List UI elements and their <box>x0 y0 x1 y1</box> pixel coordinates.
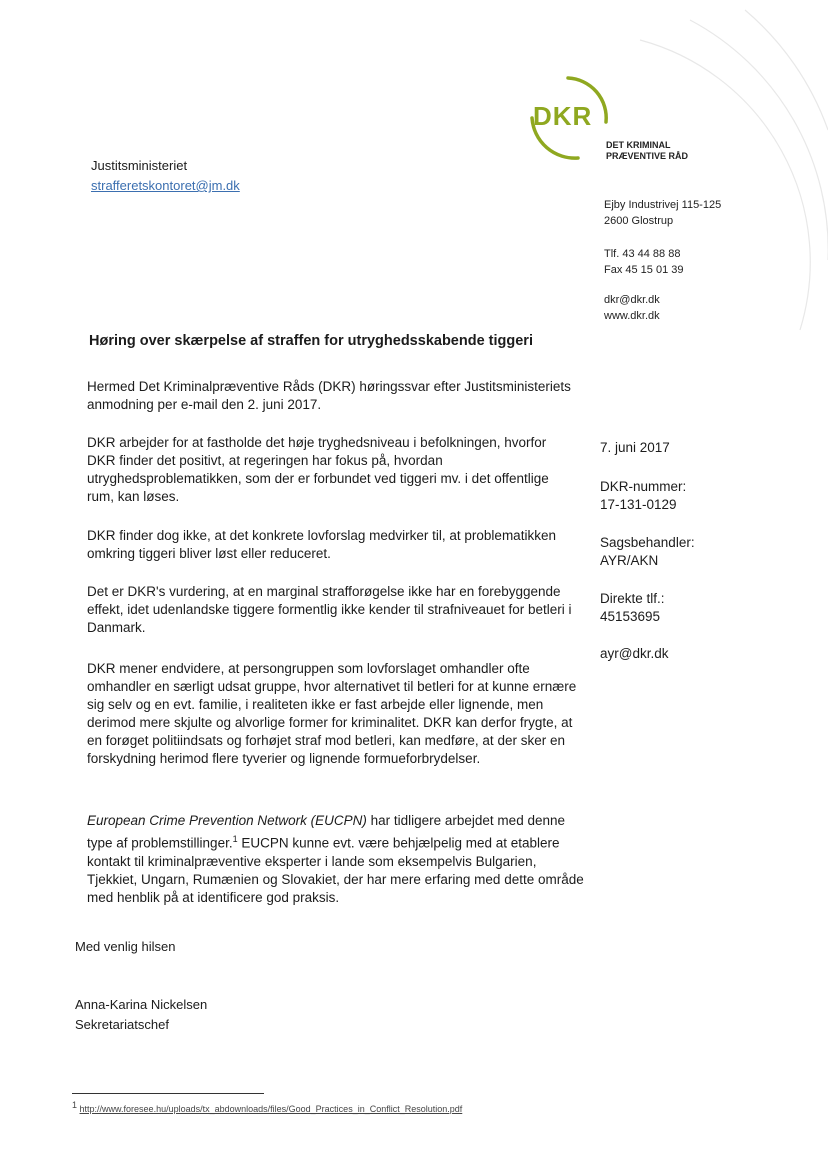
dkr-number-value: 17-131-0129 <box>600 497 677 512</box>
direct-phone-block <box>600 590 665 626</box>
paragraph-6-text-a: har tidligere arbejdet med denne type af problemstillinger. <box>87 813 565 851</box>
handler-block <box>600 534 695 570</box>
letter-date: 7. juni 2017 <box>600 440 670 455</box>
paragraph-3: DKR finder dog ikke, at det konkrete lovforslag medvirker til, at problematikken omkring tiggeri bliver løst eller reduceret. <box>87 528 556 561</box>
letter-title: Høring over skærpelse af straffen for utryghedsskabende tiggeri <box>89 333 533 349</box>
org-phone-fax <box>604 246 684 278</box>
footnote <box>72 1100 462 1114</box>
recipient-name: Justitsministeriet <box>91 158 188 173</box>
direct-phone-label: Direkte tlf.: <box>600 591 665 606</box>
paragraph-4: Det er DKR's vurdering, at en marginal strafforøgelse ikke har en forebyggende effekt, idet udenlandske tiggere formentlig ikke kender til strafniveauet for betleri i Danmark. <box>87 584 572 635</box>
footnote-ref[interactable]: 1 <box>232 834 238 844</box>
handler-label: Sagsbehandler: <box>600 535 695 550</box>
paragraph-5: DKR mener endvidere, at persongruppen som lovforslaget omhandler ofte omhandler en særligt udsat gruppe, hvor alternativet til betleri for at kunne ernære sig selv og en evt. familie, i realiteten ikke er fast arbejde eller lignende, men derimod mere skjulte og alvorlige former for kriminalitet. DKR kan derfor frygte, at en forøget politiindsats og forhøjet straf mod betleri, kan medføre, at der sker en forskydning herimod flere tyverier og lignende formueforbrydelser. <box>87 661 577 766</box>
org-name <box>606 140 688 162</box>
org-email: dkr@dkr.dk <box>604 294 660 306</box>
org-address <box>604 197 721 229</box>
signer-name: Anna-Karina Nickelsen <box>75 997 208 1012</box>
address-line2: 2600 Glostrup <box>604 215 674 227</box>
footnote-link[interactable]: http://www.foresee.hu/uploads/tx_abdownloads/files/Good_Practices_in_Conflict_Resolution.pdf <box>79 1104 463 1114</box>
org-web-contact <box>604 292 660 324</box>
org-name-line1: DET KRIMINAL <box>606 140 671 150</box>
dkr-number-label: DKR-nummer: <box>600 479 687 494</box>
address-line1: Ejby Industrivej 115-125 <box>604 199 722 211</box>
recipient-email-link[interactable]: strafferetskontoret@jm.dk <box>91 178 240 193</box>
dkr-number-block <box>600 478 686 514</box>
paragraph-intro: Hermed Det Kriminalpræventive Råds (DKR) høringssvar efter Justitsministeriets anmodning per e-mail den 2. juni 2017. <box>87 379 571 412</box>
logo-text: DKR <box>533 101 593 131</box>
signature-block <box>75 995 207 1035</box>
recipient-block <box>91 156 240 196</box>
org-website: www.dkr.dk <box>604 310 660 322</box>
paragraph-2: DKR arbejder for at fastholde det høje tryghedsniveau i befolkningen, hvorfor DKR finder det positivt, at regeringen har fokus på, hvordan utryghedsproblematikken, som der er forbundet ved tiggeri mv. i det offentlige rum, kan løses. <box>87 435 549 504</box>
closing-greeting: Med venlig hilsen <box>75 939 176 954</box>
handler-email[interactable]: ayr@dkr.dk <box>600 646 669 661</box>
org-name-line2: PRÆVENTIVE RÅD <box>606 151 689 161</box>
org-phone: Tlf. 43 44 88 88 <box>604 248 681 260</box>
handler-value: AYR/AKN <box>600 553 659 568</box>
org-fax: Fax 45 15 01 39 <box>604 264 684 276</box>
eucpn-name: European Crime Prevention Network (EUCPN) <box>87 813 367 828</box>
footnote-divider <box>72 1093 264 1094</box>
paragraph-6-text-b: EUCPN kunne evt. være behjælpelig med at etablere kontakt til kriminalpræventive eksperter i lande som eksempelvis Bulgarien, Tjekkiet, Ungarn, Rumænien og Slovakiet, der har mere erfaring med dette område med henblik på at identificere god praksis. <box>87 835 584 905</box>
paragraph-6 <box>87 812 587 907</box>
direct-phone-value: 45153695 <box>600 609 661 624</box>
signer-role: Sekretariatschef <box>75 1017 169 1032</box>
footnote-marker: 1 <box>72 1100 78 1110</box>
